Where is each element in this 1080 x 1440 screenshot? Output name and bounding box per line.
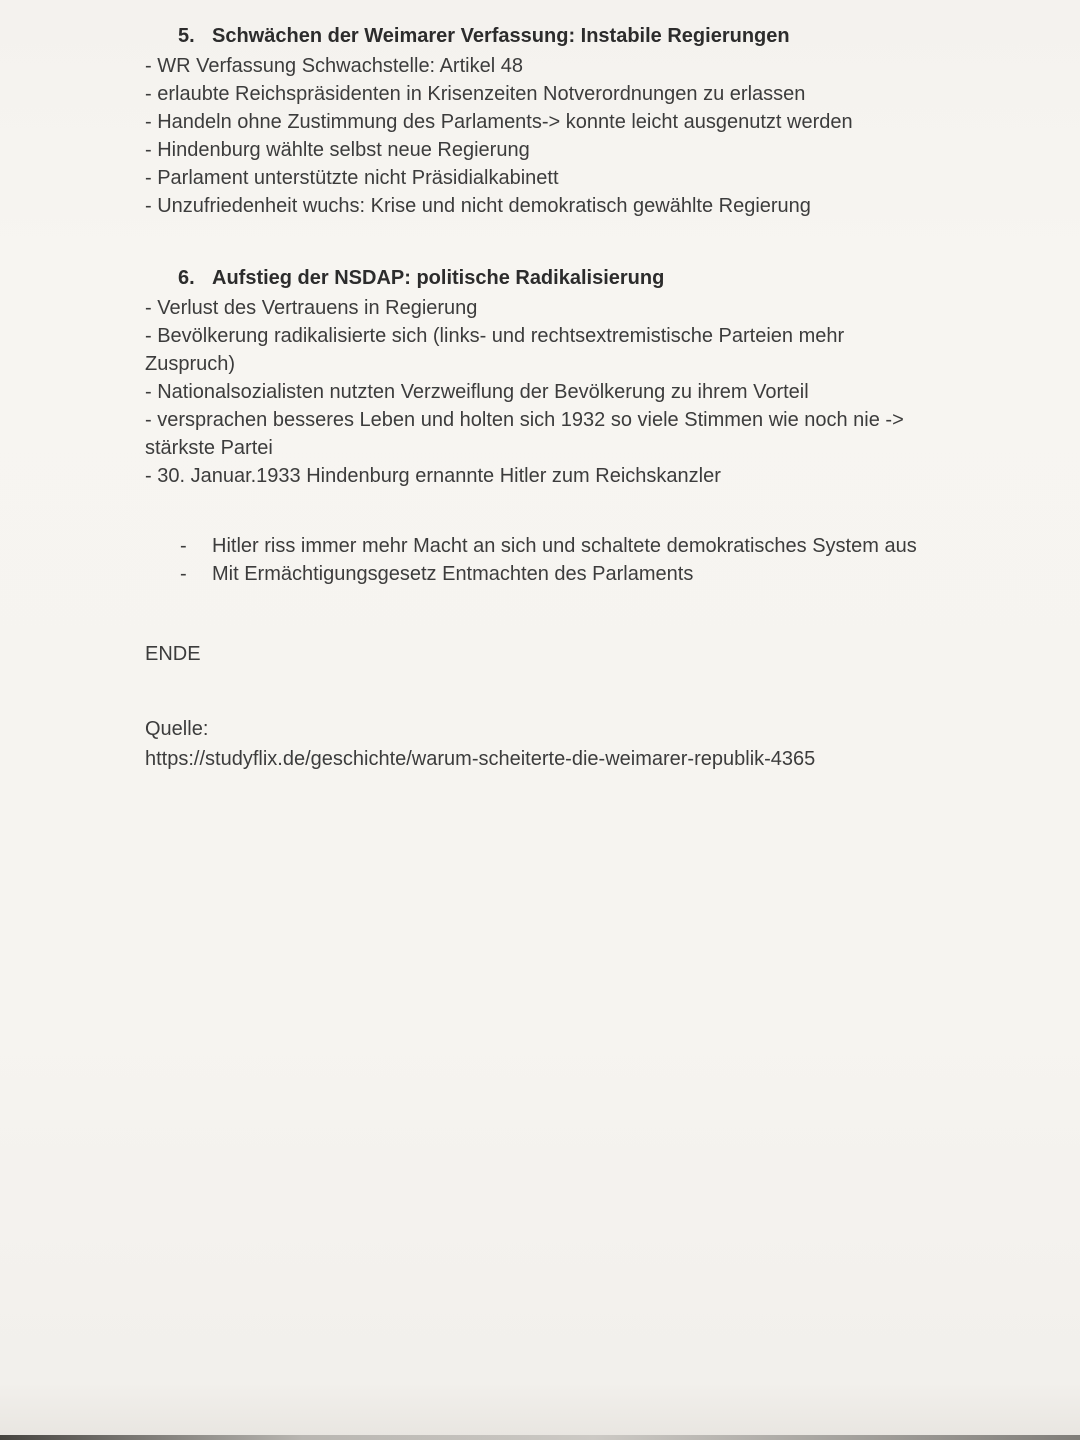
section-aufstieg-nsdap bbox=[145, 264, 925, 490]
ende-label: ENDE bbox=[145, 643, 201, 665]
section-number: 5. bbox=[178, 25, 195, 47]
sub-item-text: Mit Ermächtigungsgesetz Entmachten des Parlaments bbox=[212, 563, 694, 585]
section-title: Aufstieg der NSDAP: politische Radikalisierung bbox=[212, 267, 665, 289]
list-item: - Parlament unterstützte nicht Präsidialkabinett bbox=[145, 167, 559, 189]
section-weimar-verfassung bbox=[145, 22, 925, 220]
list-item: - WR Verfassung Schwachstelle: Artikel 48 bbox=[145, 55, 523, 77]
source-url: https://studyflix.de/geschichte/warum-scheiterte-die-weimarer-republik-4365 bbox=[145, 748, 816, 770]
list-item: - Hindenburg wählte selbst neue Regierung bbox=[145, 139, 530, 161]
section-heading bbox=[145, 264, 925, 292]
dash-bullet: - bbox=[180, 535, 187, 557]
section-number: 6. bbox=[178, 267, 195, 289]
sub-list-item bbox=[180, 560, 925, 588]
sub-list bbox=[145, 532, 925, 588]
list-item: - 30. Januar.1933 Hindenburg ernannte Hitler zum Reichskanzler bbox=[145, 465, 721, 487]
source-label: Quelle: bbox=[145, 718, 209, 740]
section-heading bbox=[145, 22, 925, 50]
list-item: - erlaubte Reichspräsidenten in Krisenzeiten Notverordnungen zu erlassen bbox=[145, 83, 806, 105]
source-block bbox=[145, 714, 925, 774]
scan-edge bbox=[0, 1435, 1080, 1440]
sub-item-text: Hitler riss immer mehr Macht an sich und schaltete demokratisches System aus bbox=[212, 535, 917, 557]
sub-list-item bbox=[180, 532, 925, 560]
list-item: - Bevölkerung radikalisierte sich (links- und rechtsextremistische Parteien mehr Zuspruch) bbox=[145, 325, 845, 375]
dash-bullet: - bbox=[180, 563, 187, 585]
list-item: - Handeln ohne Zustimmung des Parlaments-> konnte leicht ausgenutzt werden bbox=[145, 111, 853, 133]
list-item: - Nationalsozialisten nutzten Verzweiflung der Bevölkerung zu ihrem Vorteil bbox=[145, 381, 809, 403]
list-item: - versprachen besseres Leben und holten sich 1932 so viele Stimmen wie noch nie -> stärkste Partei bbox=[145, 409, 904, 459]
list-item: - Verlust des Vertrauens in Regierung bbox=[145, 297, 478, 319]
list-item: - Unzufriedenheit wuchs: Krise und nicht demokratisch gewählte Regierung bbox=[145, 195, 811, 217]
section-title: Schwächen der Weimarer Verfassung: Instabile Regierungen bbox=[212, 25, 790, 47]
